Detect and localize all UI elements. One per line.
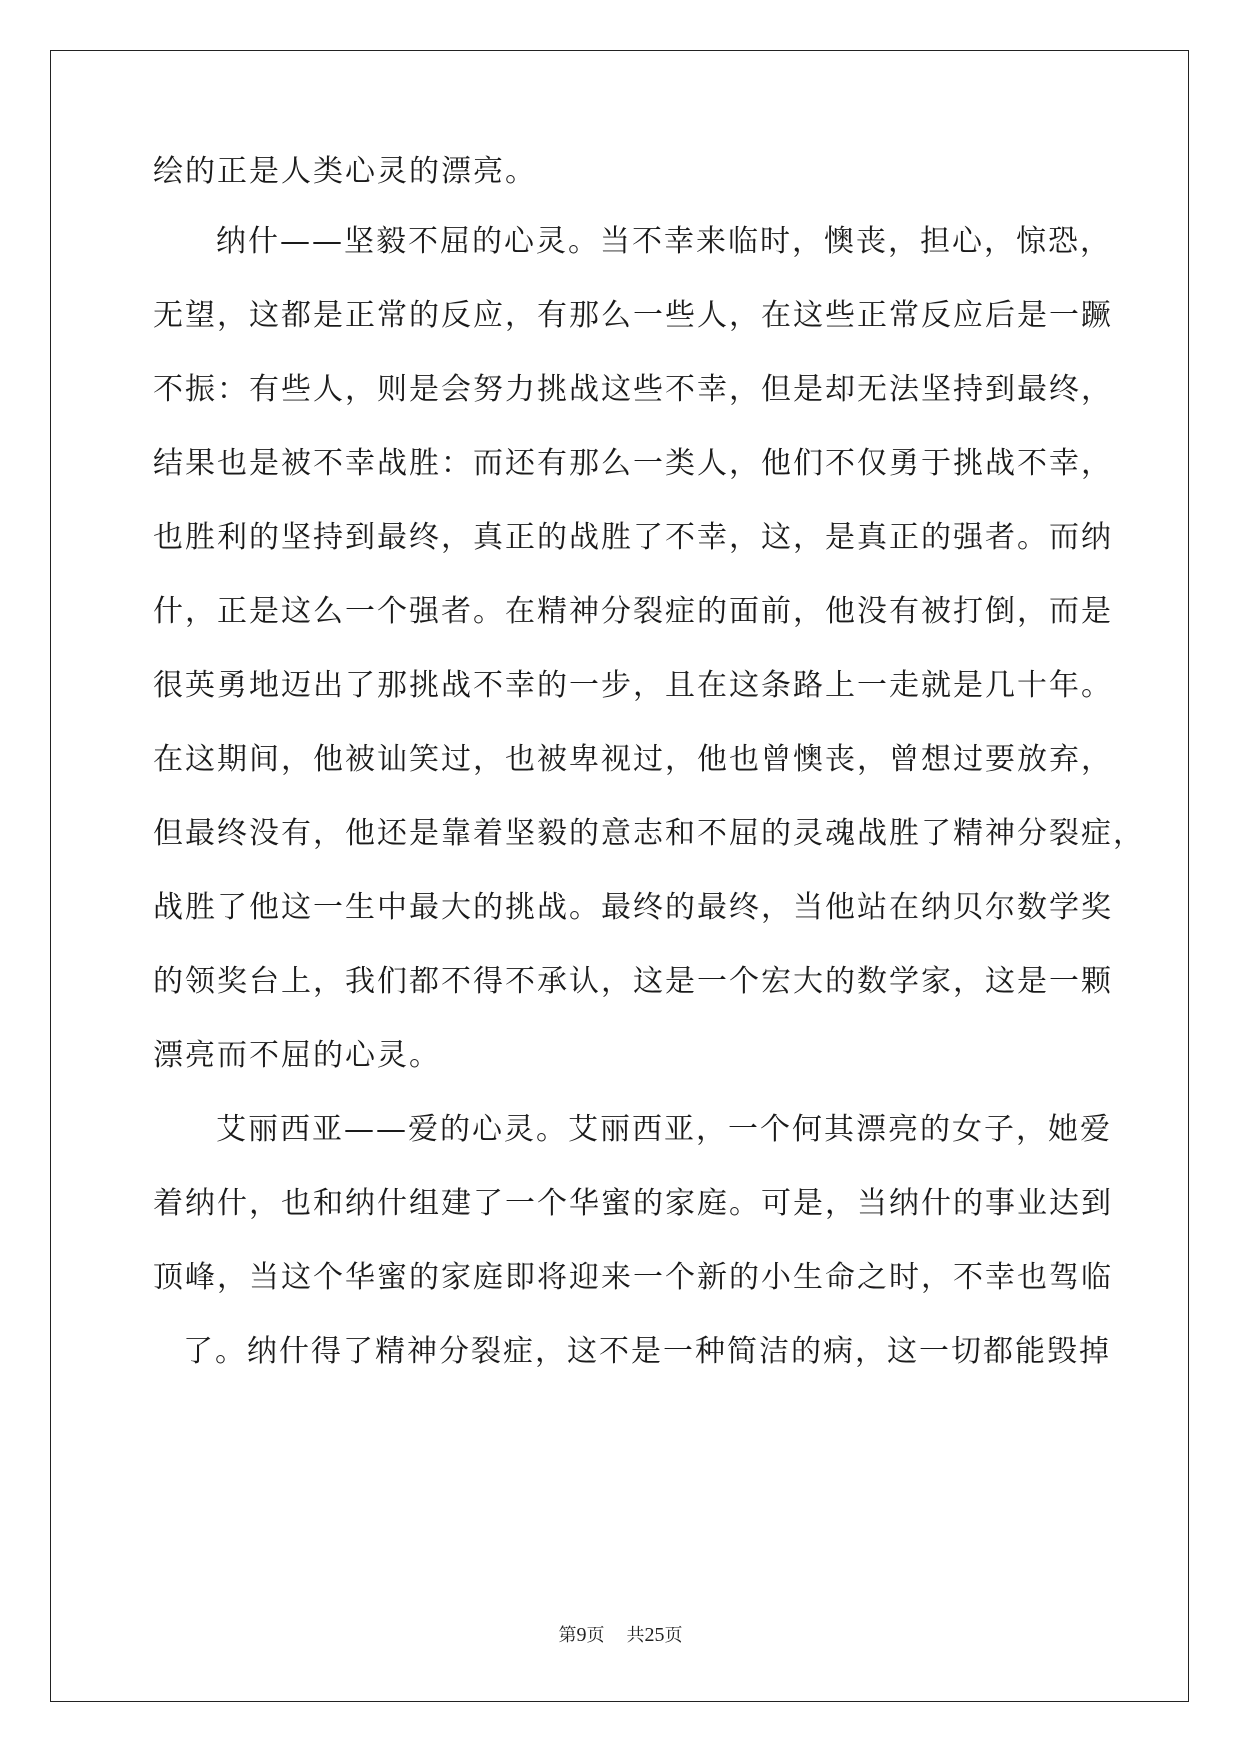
text-line: 也胜利的坚持到最终，真正的战胜了不幸，这，是真正的强者。而纳 bbox=[153, 520, 1113, 555]
page-suffix: 页 bbox=[586, 1625, 605, 1646]
page-prefix: 第 bbox=[558, 1625, 577, 1646]
paragraph-start-line: 艾丽西亚——爱的心灵。艾丽西亚，一个何其漂亮的女子，她爱 bbox=[216, 1112, 1112, 1147]
text-line: 顶峰，当这个华蜜的家庭即将迎来一个新的小生命之时，不幸也驾临 bbox=[153, 1260, 1113, 1295]
text-line: 结果也是被不幸战胜：而还有那么一类人，他们不仅勇于挑战不幸， bbox=[153, 446, 1113, 481]
page-footer bbox=[0, 1624, 1241, 1647]
text-line: 绘的正是人类心灵的漂亮。 bbox=[153, 154, 537, 189]
total-prefix: 共 bbox=[626, 1625, 645, 1646]
text-line: 但最终没有，他还是靠着坚毅的意志和不屈的灵魂战胜了精神分裂症， bbox=[153, 816, 1145, 851]
text-line: 着纳什，也和纳什组建了一个华蜜的家庭。可是，当纳什的事业达到 bbox=[153, 1186, 1113, 1221]
text-line: 不振：有些人，则是会努力挑战这些不幸，但是却无法坚持到最终， bbox=[153, 372, 1113, 407]
page-number: 9 bbox=[576, 1624, 587, 1646]
total-suffix: 页 bbox=[664, 1625, 683, 1646]
total-pages: 25 bbox=[644, 1624, 665, 1646]
text-line: 在这期间，他被讪笑过，也被卑视过，他也曾懊丧，曾想过要放弃， bbox=[153, 742, 1113, 777]
text-line: 什，正是这么一个强者。在精神分裂症的面前，他没有被打倒，而是 bbox=[153, 594, 1113, 629]
paragraph-start-line: 纳什——坚毅不屈的心灵。当不幸来临时，懊丧，担心，惊恐， bbox=[216, 224, 1112, 259]
text-line: 的领奖台上，我们都不得不承认，这是一个宏大的数学家，这是一颗 bbox=[153, 964, 1113, 999]
text-line: 无望，这都是正常的反应，有那么一些人，在这些正常反应后是一蹶 bbox=[153, 298, 1113, 333]
text-line: 漂亮而不屈的心灵。 bbox=[153, 1038, 441, 1073]
text-line: 很英勇地迈出了那挑战不幸的一步，且在这条路上一走就是几十年。 bbox=[153, 668, 1113, 703]
text-line: 了。纳什得了精神分裂症，这不是一种简洁的病，这一切都能毁掉 bbox=[183, 1334, 1111, 1369]
text-line: 战胜了他这一生中最大的挑战。最终的最终，当他站在纳贝尔数学奖 bbox=[153, 890, 1113, 925]
